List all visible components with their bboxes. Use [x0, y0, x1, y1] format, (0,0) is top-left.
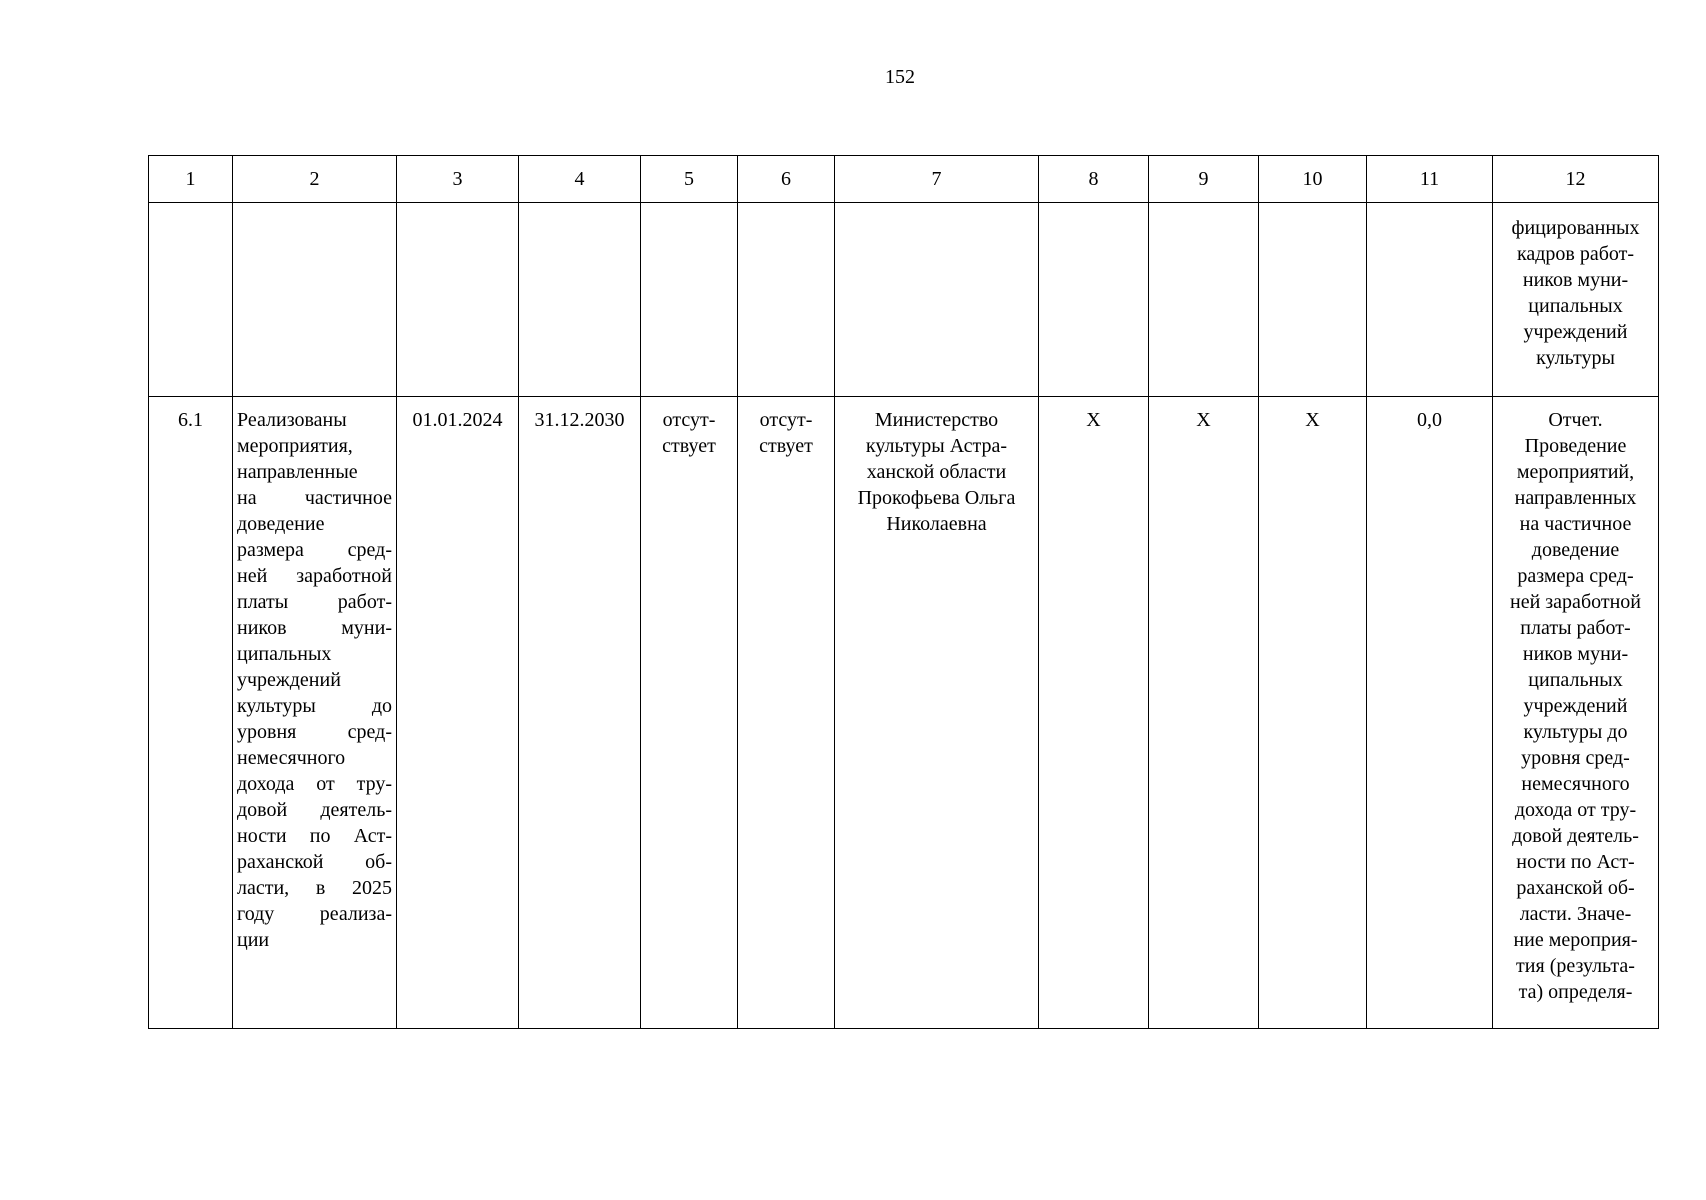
measures-table	[148, 155, 1659, 1029]
table-cell: X	[1039, 397, 1149, 1029]
text-line: на частичное	[237, 487, 392, 509]
column-header: 4	[519, 156, 641, 203]
text-line: тия (результа-	[1516, 955, 1635, 977]
column-number-row	[149, 156, 1659, 203]
table-cell	[1149, 203, 1259, 397]
text-line: ципальных	[1528, 295, 1623, 317]
table-cell	[1039, 203, 1149, 397]
text-line: Отчет.	[1548, 409, 1603, 431]
text-line: учреждений	[1523, 695, 1628, 717]
text-line: дохода от тру-	[237, 773, 392, 795]
text-line: ней заработной	[1510, 591, 1641, 613]
report-description-cell	[1493, 397, 1659, 1029]
text-line: ханской области	[866, 461, 1007, 483]
text-line: та) определя-	[1518, 981, 1633, 1003]
text-line: уровня сред-	[237, 721, 392, 743]
column-header: 10	[1259, 156, 1367, 203]
table-cell	[835, 203, 1039, 397]
column-header: 6	[738, 156, 835, 203]
text-line: дохода от тру-	[1514, 799, 1637, 821]
text-line: довой деятель-	[1512, 825, 1639, 847]
text-line: доведение	[1531, 539, 1620, 561]
table-cell	[397, 203, 519, 397]
table-cell	[738, 203, 835, 397]
start-date-cell: 01.01.2024	[397, 397, 519, 1029]
text-line: раханской об-	[1516, 877, 1635, 899]
text-line: уровня сред-	[1521, 747, 1630, 769]
text-line: платы работ-	[1520, 617, 1631, 639]
text-line: культуры до	[237, 695, 392, 717]
continuation-row	[149, 203, 1659, 397]
column-header: 1	[149, 156, 233, 203]
page-number: 152	[885, 66, 915, 88]
column-header: 7	[835, 156, 1039, 203]
text-line: размера сред-	[237, 539, 392, 561]
text-line: Министерство	[874, 409, 999, 431]
text-line: отсут-	[662, 409, 716, 431]
table-cell	[233, 203, 397, 397]
table-cell	[1367, 203, 1493, 397]
item-number-cell: 6.1	[149, 397, 233, 1029]
text-line: Реализованы	[237, 409, 347, 431]
text-line: ствует	[759, 435, 813, 457]
text-line: ников муни-	[1522, 643, 1629, 665]
text-line: фицированных	[1511, 217, 1640, 239]
text-line: ников муни-	[1522, 269, 1629, 291]
text-line: ствует	[662, 435, 716, 457]
text-line: отсут-	[759, 409, 813, 431]
measure-name-cell	[233, 397, 397, 1029]
text-line: немесячного	[1521, 773, 1630, 795]
text-line: на частичное	[1519, 513, 1632, 535]
responsible-cell	[835, 397, 1039, 1029]
text-line: культуры до	[1523, 721, 1628, 743]
column-header: 8	[1039, 156, 1149, 203]
text-line: Проведение	[1524, 435, 1627, 457]
text-line: ние мероприя-	[1513, 929, 1638, 951]
text-line: ципальных	[1528, 669, 1623, 691]
column-header: 12	[1493, 156, 1659, 203]
table-cell	[641, 397, 738, 1029]
column-header: 5	[641, 156, 738, 203]
text-line: культуры Астра-	[865, 435, 1008, 457]
table-cell	[641, 203, 738, 397]
column-header: 11	[1367, 156, 1493, 203]
text-line: учреждений	[1523, 321, 1628, 343]
text-line: направленных	[1514, 487, 1637, 509]
text-line: размера сред-	[1517, 565, 1634, 587]
text-line: платы работ-	[237, 591, 392, 613]
table-cell	[519, 203, 641, 397]
text-line: довой деятель-	[237, 799, 392, 821]
column-header: 2	[233, 156, 397, 203]
text-line: немесячного	[237, 747, 346, 769]
end-date-cell: 31.12.2030	[519, 397, 641, 1029]
text-line: ности по Аст-	[237, 825, 392, 847]
text-line: ципальных	[237, 643, 332, 665]
text-line: Николаевна	[886, 513, 987, 535]
text-line: ласти. Значе-	[1519, 903, 1632, 925]
text-line: ней заработной	[237, 565, 392, 587]
text-line: доведение	[237, 513, 325, 535]
text-line: Прокофьева Ольга	[857, 487, 1016, 509]
column-header: 3	[397, 156, 519, 203]
text-line: ции	[237, 929, 270, 951]
table-row	[149, 397, 1659, 1029]
text-line: мероприятий,	[1516, 461, 1635, 483]
text-line: ников муни-	[237, 617, 392, 639]
text-line: ласти, в 2025	[237, 877, 392, 899]
text-line: ности по Аст-	[1516, 851, 1635, 873]
text-line: направленные	[237, 461, 358, 483]
text-line: кадров работ-	[1516, 243, 1635, 265]
text-line: мероприятия,	[237, 435, 353, 457]
table-cell: X	[1259, 397, 1367, 1029]
value-cell: 0,0	[1367, 397, 1493, 1029]
table-cell: X	[1149, 397, 1259, 1029]
continued-text-cell	[1493, 203, 1659, 397]
table-cell	[1259, 203, 1367, 397]
table-cell	[738, 397, 835, 1029]
text-line: раханской об-	[237, 851, 392, 873]
column-header: 9	[1149, 156, 1259, 203]
table-cell	[149, 203, 233, 397]
text-line: учреждений	[237, 669, 341, 691]
text-line: культуры	[1536, 347, 1615, 369]
text-line: году реализа-	[237, 903, 392, 925]
